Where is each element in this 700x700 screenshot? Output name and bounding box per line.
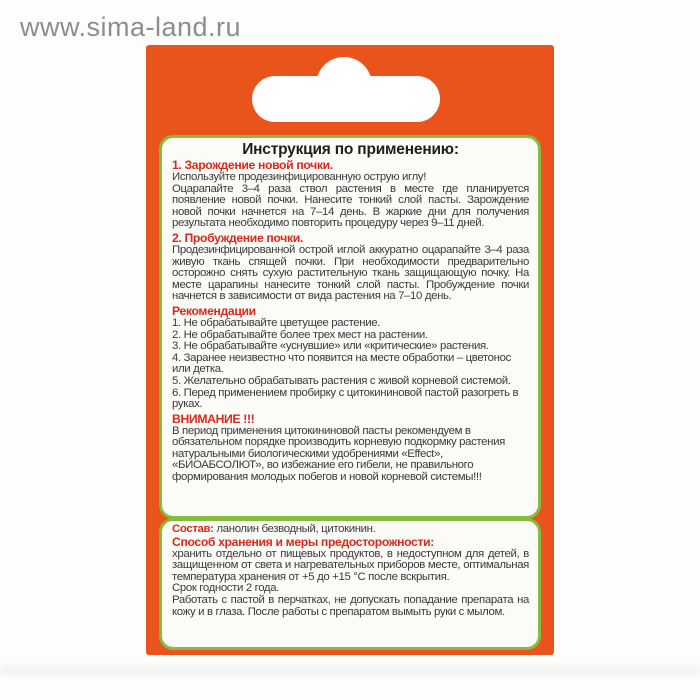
- site-watermark: www.sima-land.ru: [20, 12, 242, 42]
- section2-heading: 2. Пробуждение почки.: [172, 230, 303, 245]
- recommendations-heading: Рекомендации: [172, 303, 256, 318]
- section1-body: Оцарапайте 3–4 раза ствол растения в месте где планируется появление новой почки. Нанесите тонкий слой пасты. Зарождение новой почки начнется на 7–14 день. В жаркие дни для получения результата необходимо повторить процедуру через 9–11 дней.: [172, 182, 529, 230]
- info-panel: [159, 518, 541, 650]
- attention-body: В период применения цитокининовой пасты рекомендуем в обязательном порядке производить корневую подкормку растения натуральными биологическими удобрениями «Effect», «БИОАБСОЛЮТ», во избежание его гибели, не правильного формирования молодых побегов и новой корневой системы!!!: [172, 424, 505, 484]
- shelf-life: Срок годности 2 года.: [172, 582, 280, 595]
- composition-line: [172, 524, 529, 536]
- packaging-card: [146, 45, 554, 655]
- storage-heading: Способ хранения и меры предосторожности:: [172, 534, 434, 549]
- recommendation-item: 6. Перед применением пробирку с цитокининовой пастой разогреть в руках.: [172, 386, 519, 411]
- recommendation-item: 2. Не обрабатывайте более трех мест на растении.: [172, 328, 428, 341]
- recommendation-item: 4. Заранее неизвестно что появится на месте обработки – цветонос или детка.: [172, 351, 511, 376]
- instructions-title: Инструкция по применению:: [242, 141, 459, 158]
- instructions-panel: [159, 135, 541, 519]
- section1-heading: 1. Зарождение новой почки.: [172, 158, 333, 172]
- section1-line1: Используйте продезинфицированную острую иглу!: [172, 171, 427, 183]
- composition-label: Состав:: [172, 523, 214, 535]
- recommendation-item: 3. Не обрабатывайте «уснувшие» или «критические» растения.: [172, 340, 489, 353]
- euro-slot-hole: [252, 76, 440, 122]
- section2-body: Продезинфицированной острой иглой аккуратно оцарапайте 3–4 раза живую ткань спящей почки. При необходимости предварительно осторожно снять сухую растительную ткань защищающую почку. На месте царапины нанесите тонкий слой пасты. Пробуждение почки начнется в зависимости от вида растения на 7–10 день.: [172, 243, 529, 303]
- storage-body: хранить отдельно от пищевых продуктов, в недоступном для детей, в защищенном от света и нагревательных приборов месте, оптимальная температура хранения от +5 до +15 °С после вскрытия.: [172, 547, 529, 583]
- recommendation-item: 1. Не обрабатывайте цветущее растение.: [172, 316, 381, 329]
- surface-shadow: [0, 666, 700, 675]
- recommendation-item: 5. Желательно обрабатывать растения с живой корневой системой.: [172, 374, 511, 387]
- composition-text: ланолин безводный, цитокинин.: [216, 523, 376, 535]
- attention-heading: ВНИМАНИЕ !!!: [172, 411, 255, 426]
- safety-body: Работать с пастой в перчатках, не допускать попадание препарата на кожу и в глаза. После работы с препаратом вымыть руки с мылом.: [172, 593, 529, 618]
